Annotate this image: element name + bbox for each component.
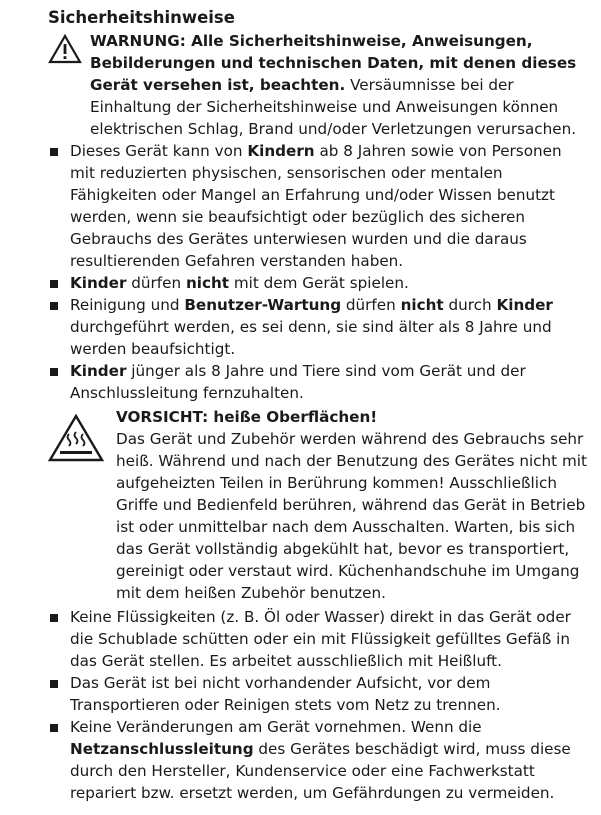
caution-text: Das Gerät und Zubehör werden während des Gebrauchs sehr heiß. Während und nach der Benutzung des Gerätes nicht mit aufgeheizten Teilen in Berührung kommen! Ausschließlich Griffe und Bedienfeld berühren, während das Gerät in Betrieb ist oder unmittelbar nach dem Ausschalten. Warten, bis sich das Gerät vollständig abgekühlt hat, bevor es transportiert, gereinigt oder verstaut wird. Küchenhandschuhe im Umgang mit dem heißen Zubehör benutzen. — [116, 430, 587, 602]
list-item: Kinder dürfen nicht mit dem Gerät spielen. — [48, 272, 588, 294]
warning-body: Versäumnisse bei der Einhaltung der Sicherheitshinweise und Anweisungen können elektrischen Schlag, Brand und/oder Verletzungen verursachen. — [90, 76, 577, 138]
list-item: Keine Flüssigkeiten (z. B. Öl oder Wasser) direkt in das Gerät oder die Schublade schütten oder ein mit Flüssigkeit gefülltes Gefäß in das Gerät stellen. Es arbeitet ausschließlich mit Heißluft. — [48, 606, 588, 672]
list-item: Kinder jünger als 8 Jahre und Tiere sind vom Gerät und der Anschlussleitung fernzuhalten. — [48, 360, 588, 404]
list-item: Keine Veränderungen am Gerät vornehmen. Wenn die Netzanschlussleitung des Gerätes beschädigt wird, muss diese durch den Hersteller, Kundenservice oder eine Fachwerkstatt repariert bzw. ersetzt werden, um Gefährdungen zu vermeiden. — [48, 716, 588, 804]
safety-list-1 — [48, 140, 588, 404]
manual-page — [48, 6, 588, 804]
warning-text — [90, 30, 588, 140]
safety-list-2 — [48, 606, 588, 804]
caution-block — [48, 406, 588, 604]
caution-heading: VORSICHT: heiße Oberflächen! — [116, 408, 378, 426]
hot-surface-icon — [48, 414, 104, 462]
warning-triangle-icon — [48, 34, 82, 64]
list-item: Dieses Gerät kann von Kindern ab 8 Jahren sowie von Personen mit reduzierten physischen, sensorischen oder mentalen Fähigkeiten oder Mangel an Erfahrung und/oder Wissen benutzt werden, wenn sie beaufsichtigt oder bezüglich des sicheren Gebrauchs des Gerätes unterwiesen wurden und die daraus resultierenden Gefahren verstanden haben. — [48, 140, 588, 272]
warning-heading: WARNUNG: Alle Sicherheitshinweise, Anweisungen, Bebilderungen und technischen Daten, mit denen dieses Gerät versehen ist, beachten. — [90, 32, 577, 94]
list-item: Reinigung und Benutzer-Wartung dürfen nicht durch Kinder durchgeführt werden, es sei denn, sie sind älter als 8 Jahre und werden beaufsichtigt. — [48, 294, 588, 360]
list-item: Das Gerät ist bei nicht vorhandender Aufsicht, vor dem Transportieren oder Reinigen stets vom Netz zu trennen. — [48, 672, 588, 716]
warning-block — [48, 30, 588, 140]
section-title: Sicherheitshinweise — [48, 8, 235, 27]
